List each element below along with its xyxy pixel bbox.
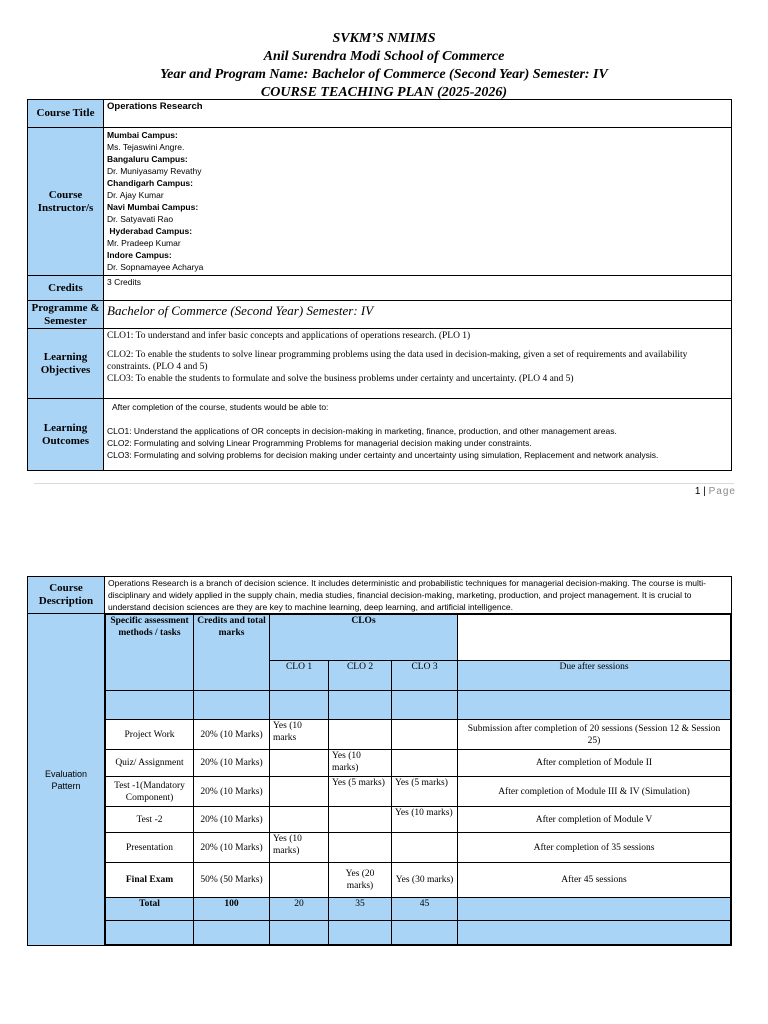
objective-clo2: CLO2: To enable the students to solve linear programming problems using the data used in decision-making, given a set of requirements and availability constraints. (PLO 4 and 5) [107, 350, 688, 372]
row-clo3: Yes (30 marks) [392, 863, 458, 898]
total-clo3: 45 [392, 898, 458, 921]
outcome-clo1: CLO1: Understand the applications of OR concepts in decision-making in marketing, finance, production, and other management areas. [107, 426, 617, 436]
plan-title: COURSE TEACHING PLAN (2025-2026) [260, 85, 508, 100]
table-row [106, 720, 731, 750]
row-marks: 20% (10 Marks) [194, 720, 270, 750]
total-clo2: 35 [329, 898, 392, 921]
row-marks: 20% (10 Marks) [194, 777, 270, 807]
row-clo1 [270, 807, 329, 833]
row-clo1: Yes (10 marks [270, 720, 329, 750]
header-method: Specific assessment methods / tasks [106, 615, 194, 691]
total-label: Total [106, 898, 194, 921]
institute-name: SVKM’S NMIMS [332, 31, 436, 46]
campus-name: Mumbai Campus: [107, 130, 178, 140]
row-due: After completion of Module III & IV (Simulation) [458, 777, 731, 807]
campus-name: Hyderabad Campus: [107, 226, 193, 236]
instructor-name: Dr. Ajay Kumar [107, 190, 164, 200]
row-clo3: Yes (10 marks) [392, 807, 458, 833]
row-clo2 [329, 833, 392, 863]
table-row [106, 750, 731, 777]
row-clo1 [270, 750, 329, 777]
footer-divider [34, 483, 734, 484]
credits-label: Credits [28, 276, 104, 301]
row-marks: 20% (10 Marks) [194, 750, 270, 777]
instructor-name: Ms. Tejaswini Angre. [107, 142, 185, 152]
header-credits: Credits and total marks [194, 615, 270, 691]
campus-name: Navi Mumbai Campus: [107, 202, 199, 212]
page-number-value: 1 [694, 486, 701, 497]
blank-row [106, 921, 731, 945]
programme-value: Bachelor of Commerce (Second Year) Semester: IV [104, 301, 732, 329]
row-method: Presentation [106, 833, 194, 863]
course-title-label: Course Title [28, 100, 104, 128]
credits-value: 3 Credits [104, 276, 732, 301]
table-row [106, 777, 731, 807]
school-name: Anil Surendra Modi School of Commerce [263, 49, 505, 64]
blank-row [106, 691, 731, 720]
table-row [106, 863, 731, 898]
instructors-label: Course Instructor/s [28, 128, 104, 276]
instructor-name: Dr. Sopnamayee Acharya [107, 262, 204, 272]
row-clo3 [392, 833, 458, 863]
evaluation-label: Evaluation Pattern [28, 614, 105, 946]
outcomes-intro: After completion of the course, students would be able to: [112, 402, 329, 412]
row-due: Submission after completion of 20 sessions (Session 12 & Session 25) [458, 720, 731, 750]
objectives-label: Learning Objectives [28, 329, 104, 399]
evaluation-cell [105, 614, 732, 946]
header-clo2: CLO 2 [329, 661, 392, 691]
campus-name: Chandigarh Campus: [107, 178, 193, 188]
instructor-name: Dr. Muniyasamy Revathy [107, 166, 202, 176]
outcomes-label: Learning Outcomes [28, 399, 104, 471]
evaluation-grid [105, 614, 731, 945]
row-clo2: Yes (5 marks) [329, 777, 392, 807]
header-clo1: CLO 1 [270, 661, 329, 691]
outcome-clo3: CLO3: Formulating and solving problems for decision making under certainty and uncertainty using simulation, Replacement and network analysis. [107, 450, 659, 460]
evaluation-table [27, 576, 732, 946]
course-title-value: Operations Research [104, 100, 732, 128]
row-clo1 [270, 863, 329, 898]
row-due: After completion of Module V [458, 807, 731, 833]
header-clos: CLOs [270, 615, 458, 661]
row-clo2: Yes (20 marks) [329, 863, 392, 898]
row-clo1 [270, 777, 329, 807]
row-method: Test -1(Mandatory Component) [106, 777, 194, 807]
page-number-separator: | [700, 486, 709, 497]
total-marks: 100 [194, 898, 270, 921]
page-number [695, 486, 736, 497]
row-marks: 20% (10 Marks) [194, 833, 270, 863]
table-row [106, 833, 731, 863]
row-clo1: Yes (10 marks) [270, 833, 329, 863]
row-method: Project Work [106, 720, 194, 750]
description-text: Operations Research is a branch of decision science. It includes deterministic and probabilistic techniques for managerial decision-making. The course is multi-disciplinary and widely applied in the supply chain, media studies, financial decision-making, marketing, production, and project management. It is crucial to understand decision sciences are they are key to machine learning, deep learning, and artificial intelligence. [105, 577, 732, 614]
header-blank [458, 615, 731, 661]
objective-clo1: CLO1: To understand and infer basic concepts and applications of operations research. (PLO 1) [107, 331, 471, 341]
program-name: Year and Program Name: Bachelor of Commerce (Second Year) Semester: IV [160, 67, 608, 82]
row-marks: 50% (50 Marks) [194, 863, 270, 898]
row-method: Test -2 [106, 807, 194, 833]
row-marks: 20% (10 Marks) [194, 807, 270, 833]
row-due: After completion of 35 sessions [458, 833, 731, 863]
outcomes-content [104, 399, 732, 471]
campus-name: Indore Campus: [107, 250, 172, 260]
row-due: After completion of Module II [458, 750, 731, 777]
outcome-clo2: CLO2: Formulating and solving Linear Programming Problems for managerial decision making under constraints. [107, 438, 532, 448]
row-clo2 [329, 807, 392, 833]
instructor-name: Dr. Satyavati Rao [107, 214, 174, 224]
row-due: After 45 sessions [458, 863, 731, 898]
row-clo3: Yes (5 marks) [392, 777, 458, 807]
page-word: Page [708, 486, 736, 497]
row-clo2: Yes (10 marks) [329, 750, 392, 777]
campus-name: Bangaluru Campus: [107, 154, 188, 164]
row-method: Quiz/ Assignment [106, 750, 194, 777]
description-label: Course Description [28, 577, 105, 614]
row-clo3 [392, 750, 458, 777]
objectives-content [104, 329, 732, 399]
programme-label: Programme & Semester [28, 301, 104, 329]
row-clo3 [392, 720, 458, 750]
objective-clo3: CLO3: To enable the students to formulate and solve the business problems under certainty and uncertainty. (PLO 4 and 5) [107, 374, 574, 384]
header-clo3: CLO 3 [392, 661, 458, 691]
document-header [0, 30, 768, 102]
row-method: Final Exam [106, 863, 194, 898]
row-clo2 [329, 720, 392, 750]
instructors-list [104, 128, 732, 276]
total-clo1: 20 [270, 898, 329, 921]
course-info-table [27, 99, 732, 471]
table-row [106, 807, 731, 833]
total-row [106, 898, 731, 921]
instructor-name: Mr. Pradeep Kumar [107, 238, 181, 248]
header-due: Due after sessions [458, 661, 731, 691]
